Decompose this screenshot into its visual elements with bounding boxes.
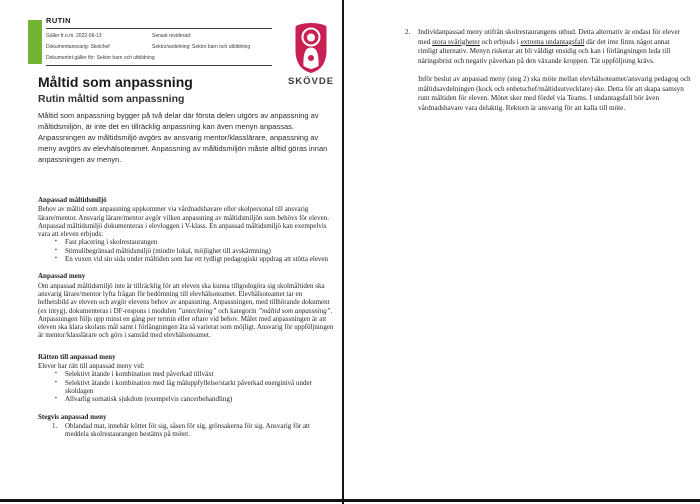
list-item [38, 370, 334, 378]
numbered-item-text: och erbjuds i [479, 37, 521, 46]
document-header-table [46, 16, 272, 66]
bullet-marker: ▪ [55, 379, 57, 385]
list-item-text: Stimulibegränsad måltidsmiljö (mindre lokal, möjlighet till avskärmning) [65, 246, 271, 255]
meta-applies-to: Dokumentet gäller för: Sektor barn och utbildning [46, 55, 155, 61]
ratten-bullet-list [38, 370, 334, 403]
meeting-paragraph: Inför beslut av anpassad meny (steg 2) ska möte mellan elevhälsoteamet/ansvarig pedagog och måltidsavdelningen (kock och enhetschef/måltidsutvecklare) ske. Detta för att skapa samsyn runt måltiden för eleven. Mötet sker med fördel via Teams. I undantagsfall bör även vårdnadshavare vara delaktig. Rektorn är ansvarig för att kalla till möte. [418, 74, 691, 112]
quoted-term: ”anteckning” [177, 306, 217, 315]
skovde-logo [283, 22, 339, 87]
meta-doc-owner: Dokumentansvarig: Skolchef [46, 44, 110, 50]
body-text: Om anpassad måltidsmiljö inte är tillräcklig för att eleven ska kunna tillgodogöra sig skolmåltiden ska ansvarig lärare/mentor lyfta frågan för bedömning till elevhälsoteamet. Elevhälsoteamet tar en helhetsbild av eleven och avgör elevens behov av anpassning. Anpassningen, med tillhörande dokument (ex intyg), dokumenteras i DF-respons i modulen [38, 281, 330, 315]
accent-green-bar [28, 20, 42, 64]
intro-paragraph: Måltid som anpassning bygger på två delar där första delen utgörs av anpassning av måltidsmiljön, är inte det en tillräcklig anpassning kan även menyn anpassas. Anpassningen av måltidsmiljö avgörs av ansvarig mentor/klasslärare, anpassning av meny avgörs av elevhälsoteamet. Anpassning av måltidsmiljön måste alltid göras innan anpassningen av menyn. [38, 111, 328, 164]
quoted-term: ”måltid som anpassning” [258, 306, 331, 315]
section-heading-anpassad-meny: Anpassad meny [38, 272, 86, 281]
numbered-item-text: Individanpassad meny utifrån skolrestaurangens utbud. Detta alternativ är endast för elever med [418, 28, 681, 46]
section-heading-stegvis-anpassad-meny: Stegvis anpassad meny [38, 412, 107, 421]
bullet-marker: ▪ [55, 239, 57, 245]
bullet-marker: ▪ [55, 396, 57, 402]
list-item-text: Selektivt ätande i kombination med låg måluppfyllelse/starkt påverkad energinivå under skoldagen [65, 378, 312, 395]
section-lead-ratten: Elever har rätt till anpassad meny vid: [38, 362, 145, 371]
section-heading-anpassad-maltidsmiljo: Anpassad måltidsmiljö [38, 196, 107, 204]
underlined-phrase: extrema undantagsfall [520, 37, 585, 46]
section-heading-ratten-till-anpassad-meny: Rätten till anpassad meny [38, 352, 116, 361]
numbered-item-text: där det inte finns något annat rimligt alternativ. Menyn riskerar att bli väldigt ensidig och kan i förlängningen leda till näringsbrist och negativ påverkan på den växande kroppen. Tät uppföljning krävs. [418, 37, 671, 66]
document-subtitle: Rutin måltid som anpassning [38, 93, 185, 105]
list-item-text: Fast placering i skolrestaurangen [65, 238, 158, 247]
skovde-logo-text: SKÖVDE [287, 76, 335, 87]
numbered-item-text: Oblandad mat, innebär köttet för sig, såsen för sig, grönsakerna för sig. Ansvarig för att meddela skolrestaurangen bestäms på mötet. [65, 421, 310, 439]
section-body-anpassad-meny [38, 282, 334, 340]
body-text: och kategorin [216, 306, 259, 315]
numbered-item-1 [38, 422, 334, 439]
meta-valid-from: Gäller fr.o.m. 2022-06-13 [46, 33, 102, 39]
list-item [38, 247, 334, 255]
right-page-text [405, 28, 691, 114]
list-item [38, 395, 334, 403]
list-item [38, 255, 334, 263]
page-bottom-edge [0, 499, 700, 502]
section-body-anpassad-maltidsmiljo: Behov av måltid som anpassning uppkommer via vårdnadshavare eller skolpersonal till ansvarig lärare/mentor. Ansvarig lärare/mentor avgör vilken anpassning av måltidsmiljön som behövs för eleven. Anpassad måltidsmiljö dokumenteras i elevloggen i V-klass. En anpassad måltidsmiljö kan exempelvis vara att eleven erbjuds: [38, 205, 330, 239]
meta-sector: Sektor/avdelning: Sektor barn och utbildning [152, 44, 251, 50]
list-item-text: Allvarlig somatisk sjukdom (exempelvis cancerbehandling) [65, 395, 233, 404]
page-fold-divider [342, 0, 344, 504]
meta-last-revised: Senast reviderad: [152, 33, 192, 39]
bullet-marker: ▪ [55, 256, 57, 262]
skovde-crest-icon [294, 22, 328, 74]
body-text: . Anpassningen följs upp minst en gång per termin eller oftare vid behov. Målet med anpassningen är att eleven ska klara skolans mål samt i förlängningen äta så varierat som möjligt. Ansvarig för uppföljningen är mentor/klasslärare och görs i samråd med elevhälsoteamet. [38, 306, 334, 340]
bullet-marker: ▪ [55, 247, 57, 253]
document-title: Måltid som anpassning [38, 74, 193, 90]
document-meta-grid [46, 29, 272, 66]
list-item [38, 379, 334, 396]
bullet-marker: ▪ [55, 371, 57, 377]
list-number: 2. [405, 28, 411, 36]
list-item [38, 238, 334, 246]
numbered-item-2 [405, 28, 691, 67]
maltidsmiljo-bullet-list [38, 238, 334, 263]
list-number: 1. [52, 421, 58, 430]
doc-type-label: RUTIN [46, 16, 272, 29]
stegvis-numbered-list [38, 422, 334, 439]
list-item-text: Selektivt ätande i kombination med påverkad tillväxt [65, 370, 214, 379]
body-sections [38, 196, 334, 438]
list-item-text: En vuxen vid sin sida under måltiden som har ett tydligt pedagogiskt uppdrag att stötta eleven [65, 255, 329, 264]
underlined-phrase: stora svårigheter [432, 37, 480, 46]
